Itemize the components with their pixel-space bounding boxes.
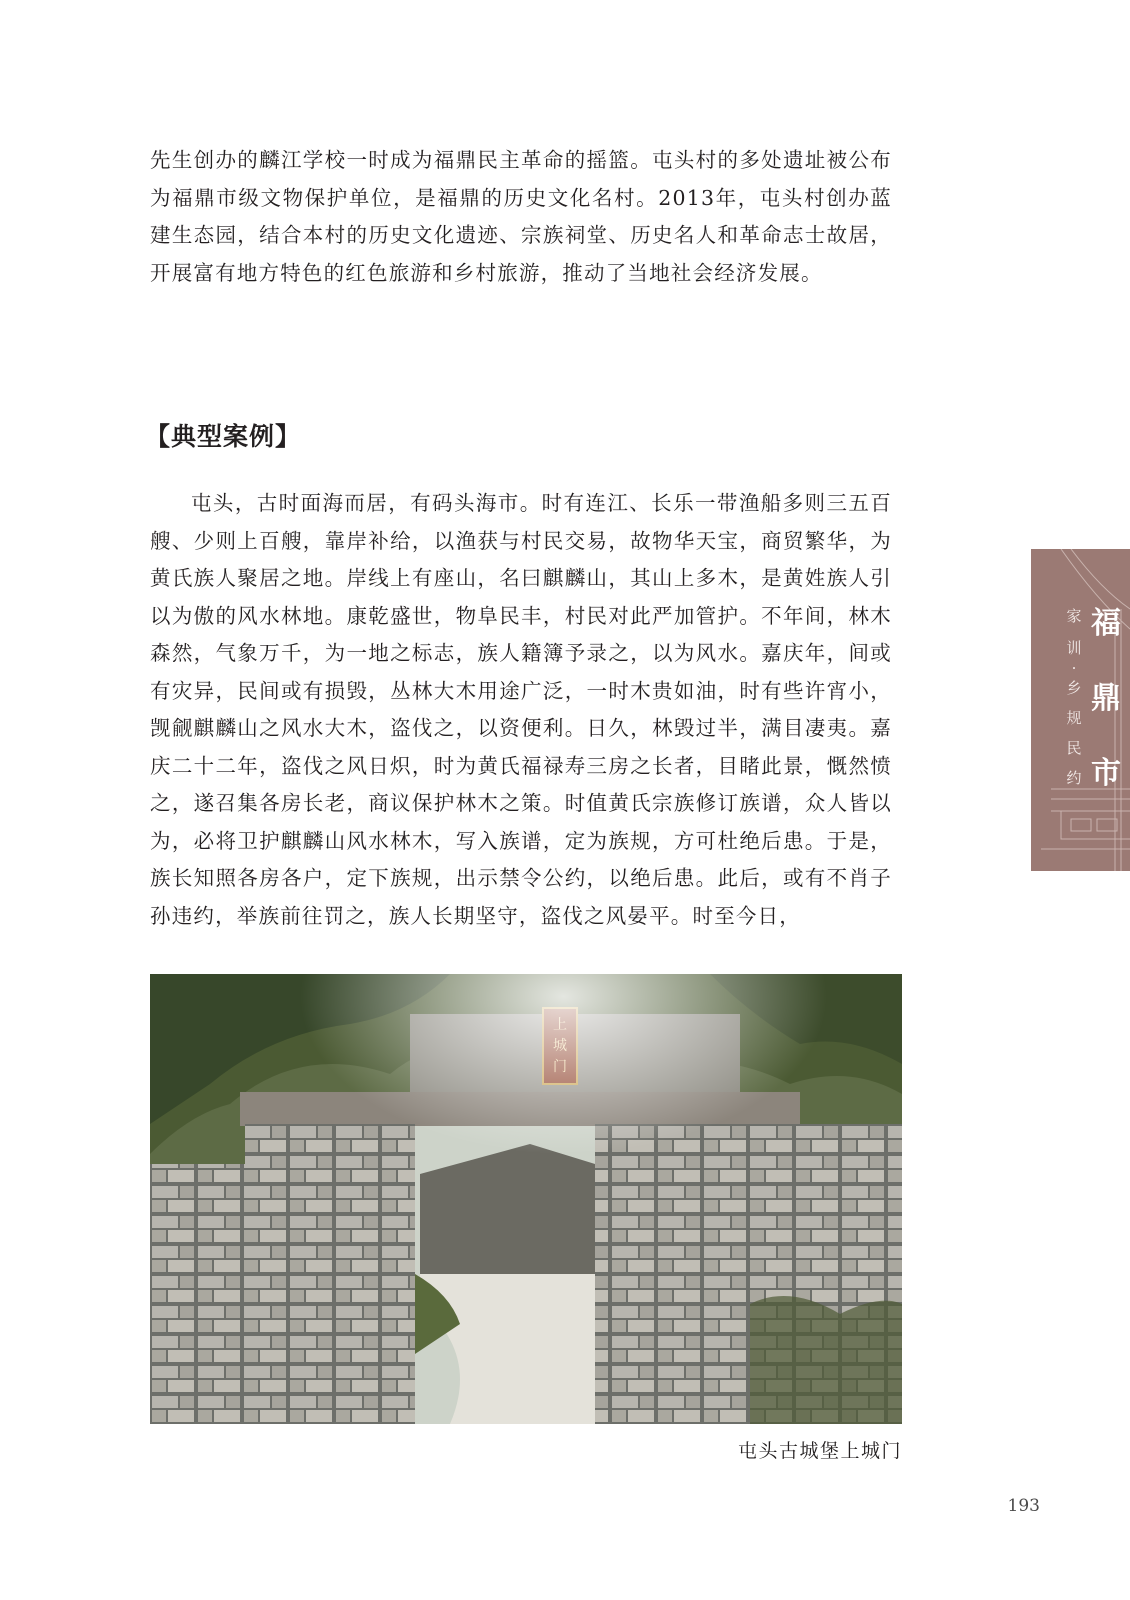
- tab-small-char: 规: [1066, 709, 1082, 727]
- tab-small-char: 民: [1066, 739, 1082, 757]
- body-paragraph-intro: 先生创办的麟江学校一时成为福鼎民主革命的摇篮。屯头村的多处遗址被公布为福鼎市级文物保护单位，是福鼎的历史文化名村。2013年，屯头村创办蓝建生态园，结合本村的历史文化遗迹、宗族祠堂、历史名人和革命志士故居，开展富有地方特色的红色旅游和乡村旅游，推动了当地社会经济发展。: [150, 148, 892, 285]
- tab-small-char: 约: [1066, 769, 1082, 787]
- tab-small-char: 乡: [1066, 679, 1082, 697]
- page-number: 193: [1007, 1496, 1040, 1516]
- chapter-side-tab: [1031, 549, 1130, 871]
- body-paragraph-case: 屯头，古时面海而居，有码头海市。时有连江、长乐一带渔船多则三五百艘、少则上百艘，靠岸补给，以渔获与村民交易，故物华天宝，商贸繁华，为黄氏族人聚居之地。岸线上有座山，名曰麒麟山，其山上多木，是黄姓族人引以为傲的风水林地。康乾盛世，物阜民丰，村民对此严加管护。不年间，林木森然，气象万千，为一地之标志，族人籍簿予录之，以为风水。嘉庆年，间或有灾异，民间或有损毁，丛林大木用途广泛，一时木贵如油，时有些许宵小，觊觎麒麟山之风水大木，盗伐之，以资便利。日久，林毁过半，满目凄夷。嘉庆二十二年，盗伐之风日炽，时为黄氏福禄寿三房之长者，目睹此景，慨然愤之，遂召集各房长老，商议保护林木之策。时值黄氏宗族修订族谱，众人皆以为，必将卫护麒麟山风水林木，写入族谱，定为族规，方可杜绝后患。于是，族长知照各房各户，定下族规，出示禁令公约，以绝后患。此后，或有不肖子孙违约，举族前往罚之，族人长期坚守，盗伐之风晏平。时至今日，: [150, 491, 892, 928]
- city-gate-illustration: [150, 974, 902, 1424]
- tab-small-char: 家: [1066, 607, 1082, 625]
- city-gate-photo: [150, 974, 902, 1424]
- tab-big-char: 鼎: [1091, 681, 1121, 716]
- tab-big-char: 市: [1091, 756, 1121, 791]
- photo-caption: 屯头古城堡上城门: [737, 1440, 902, 1462]
- tab-small-char: ·: [1071, 659, 1077, 677]
- tab-big-char: 福: [1091, 606, 1121, 641]
- tab-small-char: 训: [1066, 639, 1082, 657]
- section-heading: 【典型案例】: [145, 422, 302, 451]
